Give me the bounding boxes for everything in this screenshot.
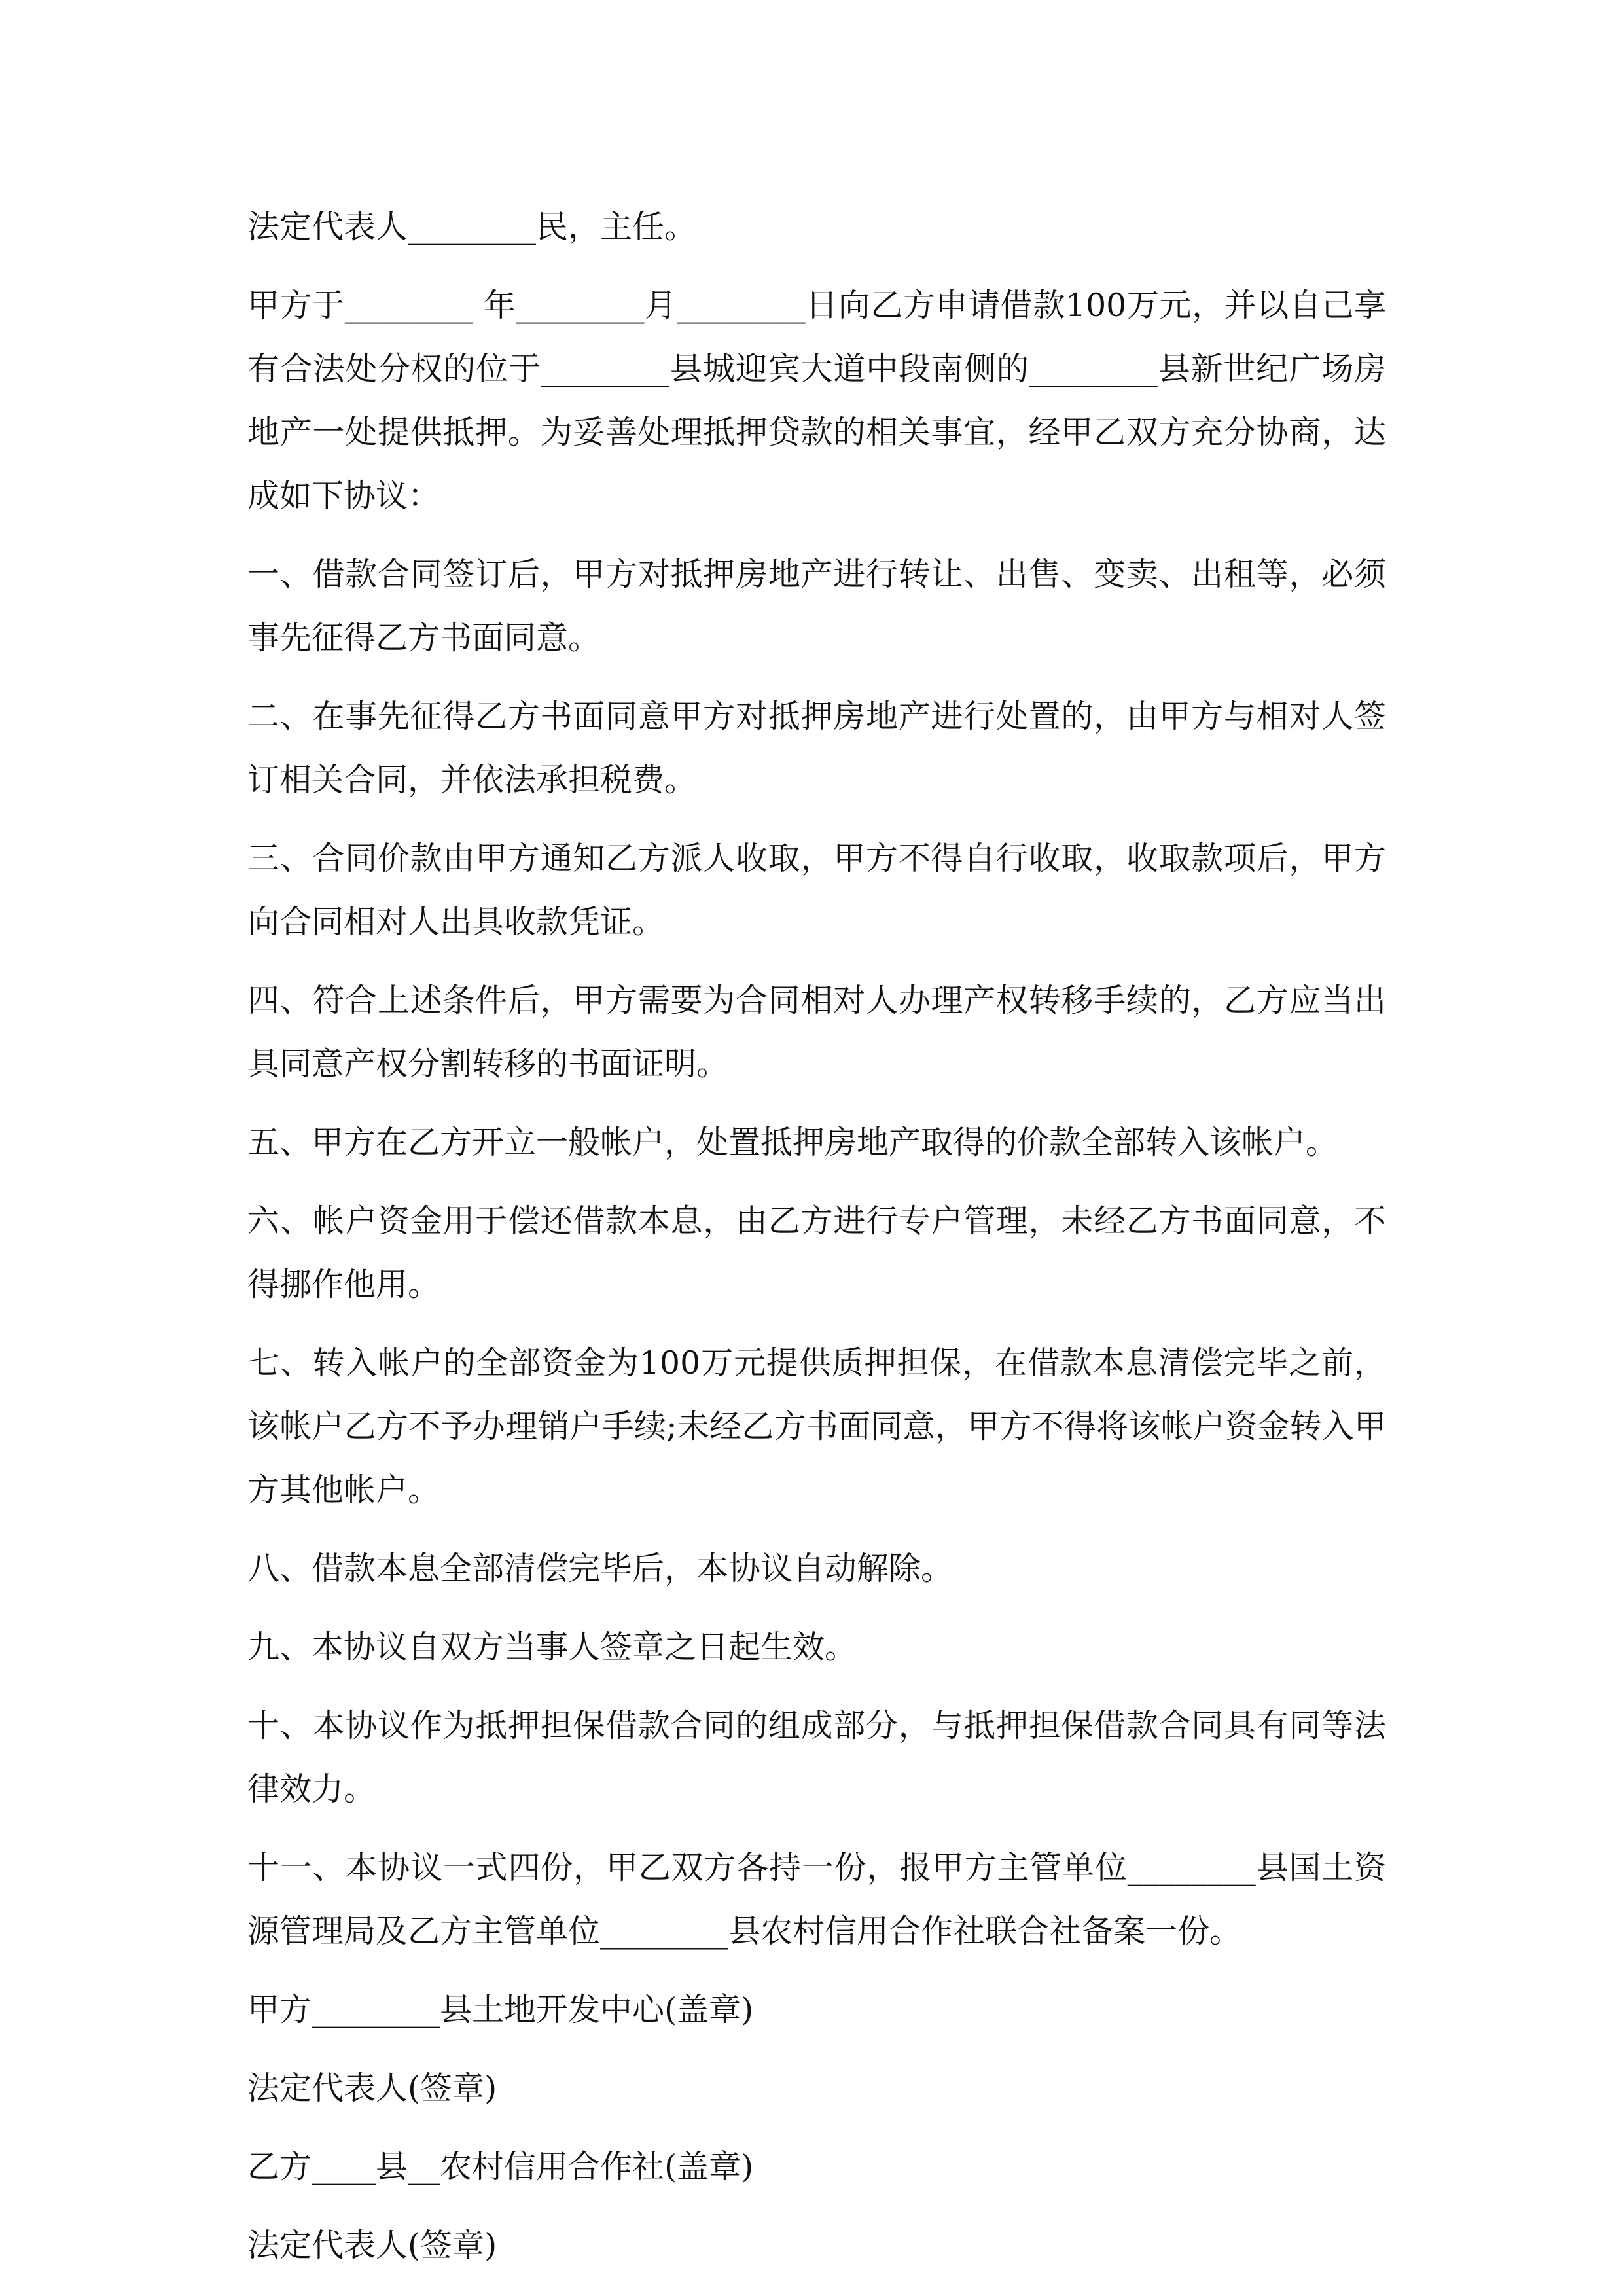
clause-5: 五、甲方在乙方开立一般帐户，处置抵押房地产取得的价款全部转入该帐户。 <box>247 1124 1338 1161</box>
party-b-representative-signature: 法定代表人(签章) <box>247 2227 497 2264</box>
party-a-representative-signature: 法定代表人(签章) <box>247 2070 497 2107</box>
document-body <box>247 195 1386 2292</box>
clause-7: 七、转入帐户的全部资金为100万元提供质押担保，在借款本息清偿完毕之前，该帐户乙方不予办理销户手续;未经乙方书面同意，甲方不得将该帐户资金转入甲方其他帐户。 <box>247 1344 1386 1509</box>
clause-11: 十一、本协议一式四份，甲乙双方各持一份，报甲方主管单位________县国土资源管理局及乙方主管单位________县农村信用合作社联合社备案一份。 <box>247 1849 1386 1950</box>
clause-10: 十、本协议作为抵押担保借款合同的组成部分，与抵押担保借款合同具有同等法律效力。 <box>247 1707 1386 1808</box>
clause-4: 四、符合上述条件后，甲方需要为合同相对人办理产权转移手续的，乙方应当出具同意产权分割转移的书面证明。 <box>247 982 1386 1083</box>
representative-line: 法定代表人________民，主任。 <box>247 208 697 245</box>
clause-8: 八、借款本息全部清偿完毕后，本协议自动解除。 <box>247 1550 954 1587</box>
clause-9: 九、本协议自双方当事人签章之日起生效。 <box>247 1628 857 1666</box>
clause-6: 六、帐户资金用于偿还借款本息，由乙方进行专户管理，未经乙方书面同意，不得挪作他用。 <box>247 1202 1386 1303</box>
party-a-signature-line: 甲方________县土地开发中心(盖章) <box>247 1991 754 2028</box>
party-b-signature-line: 乙方____县__农村信用合作社(盖章) <box>247 2148 754 2185</box>
clause-2: 二、在事先征得乙方书面同意甲方对抵押房地产进行处置的，由甲方与相对人签订相关合同，并依法承担税费。 <box>247 698 1386 798</box>
preamble-paragraph: 甲方于________ 年________月________日向乙方申请借款100万元，并以自己享有合法处分权的位于________县城迎宾大道中段南侧的________县新世纪广场房地产一处提供抵押。为妥善处理抵押贷款的相关事宜，经甲乙双方充分协商，达成如下协议： <box>247 287 1386 514</box>
clause-3: 三、合同价款由甲方通知乙方派人收取，甲方不得自行收取，收取款项后，甲方向合同相对人出具收款凭证。 <box>247 840 1386 941</box>
clause-1: 一、借款合同签订后，甲方对抵押房地产进行转让、出售、变卖、出租等，必须事先征得乙方书面同意。 <box>247 556 1386 656</box>
